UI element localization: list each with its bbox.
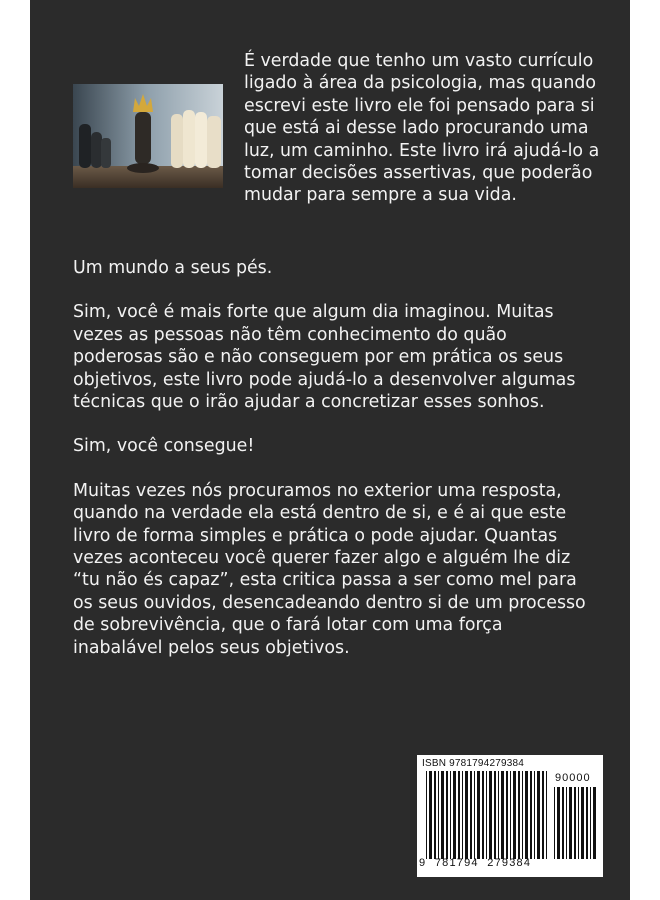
section-heading: Um mundo a seus pés. (73, 258, 273, 278)
chess-pieces-image (73, 84, 223, 188)
chess-king-photo (73, 84, 223, 188)
main-text (73, 257, 593, 681)
isbn-barcode (417, 755, 603, 877)
addon-barcode-bars (553, 787, 597, 859)
barcode-digits: 9 781794 279384 (419, 857, 532, 869)
price-code: 90000 (555, 772, 591, 784)
barcode-bars (425, 771, 549, 859)
tagline: Sim, você consegue! (73, 436, 255, 457)
paragraph-1: Sim, você é mais forte que algum dia imaginou. Muitas vezes as pessoas não têm conhecimento do quão poderosas são e não conseguem por em prática os seus objetivos, este livro pode ajudá-lo a desenvolver algumas técnicas que o irão ajudar a concretizar esses sonhos. (73, 302, 576, 413)
intro-paragraph: É verdade que tenho um vasto currículo ligado à área da psicologia, mas quando escrevi este livro ele foi pensado para si que está ai desse lado procurando uma luz, um caminho. Este livro irá ajudá-lo a tomar decisões assertivas, que poderão mudar para sempre a sua vida. (244, 51, 600, 206)
back-cover (30, 0, 630, 900)
isbn-label: ISBN 9781794279384 (422, 758, 525, 769)
paragraph-2: Muitas vezes nós procuramos no exterior uma resposta, quando na verdade ela está dentro de si, e é ai que este livro de forma simples e prática o pode ajudar. Quantas vezes aconteceu você querer fazer algo e alguém lhe diz “tu não és capaz”, esta critica passa a ser como mel para os seus ouvidos, desencadeando dentro si de um processo de sobrevivência, que o fará lotar com uma força inabalável pelos seus objetivos. (73, 480, 586, 658)
